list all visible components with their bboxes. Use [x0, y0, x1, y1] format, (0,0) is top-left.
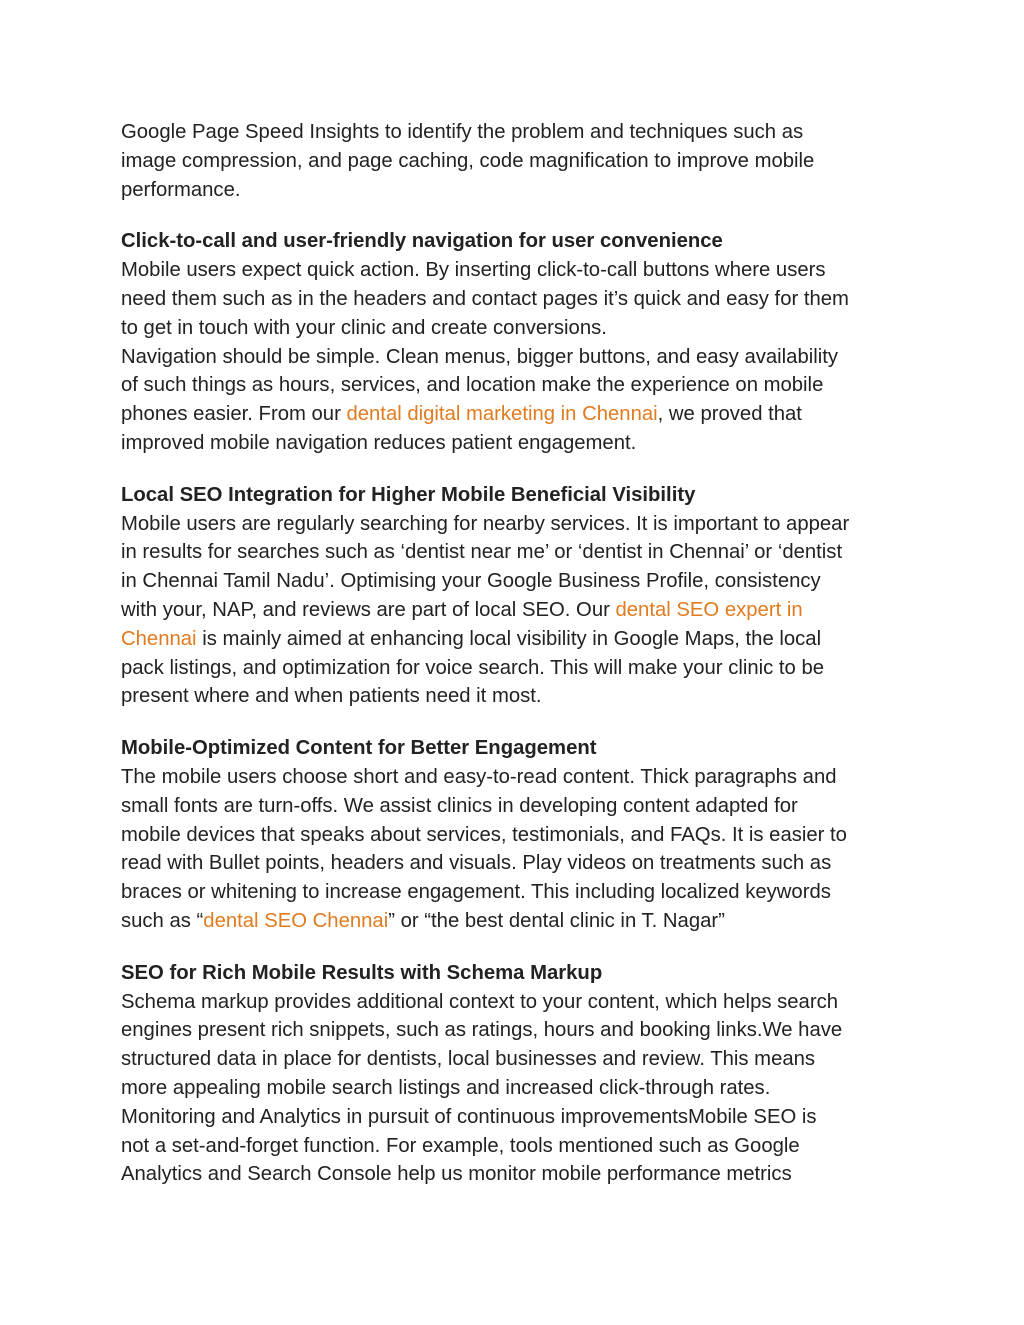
text-line: Monitoring and Analytics in pursuit of continuous improvementsMobile SEO is: [121, 1105, 817, 1128]
text-fragment: ” or “the best dental clinic in T. Nagar”: [388, 909, 725, 932]
text-line: [121, 907, 911, 936]
text-line: [121, 400, 911, 429]
text-line: engines present rich snippets, such as ratings, hours and booking links.We have: [121, 1019, 843, 1042]
text-line: need them such as in the headers and contact pages it’s quick and easy for them: [121, 287, 849, 310]
text-fragment: is mainly aimed at enhancing local visibility in Google Maps, the local: [196, 627, 822, 650]
text-line: Navigation should be simple. Clean menus, bigger buttons, and easy availability: [121, 345, 839, 368]
text-fragment: phones easier. From our: [121, 403, 347, 426]
text-line: more appealing mobile search listings and increased click-through rates.: [121, 1076, 771, 1099]
text-line: performance.: [121, 178, 241, 201]
text-fragment: , we proved that: [657, 403, 802, 426]
text-line: [121, 625, 911, 654]
text-line: braces or whitening to increase engagement. This including localized keywords: [121, 881, 831, 904]
section-click-to-call: [121, 227, 911, 457]
text-line: of such things as hours, services, and location make the experience on mobile: [121, 374, 824, 397]
dental-seo-expert-link[interactable]: dental SEO expert in: [615, 598, 803, 621]
text-line: to get in touch with your clinic and create conversions.: [121, 316, 607, 339]
text-line: not a set-and-forget function. For example, tools mentioned such as Google: [121, 1134, 800, 1157]
section-schema: [121, 959, 911, 1189]
text-line: in Chennai Tamil Nadu’. Optimising your Google Business Profile, consistency: [121, 570, 821, 593]
text-line: Mobile users expect quick action. By inserting click-to-call buttons where users: [121, 259, 826, 282]
text-fragment: with your, NAP, and reviews are part of local SEO. Our: [121, 598, 616, 621]
text-line: The mobile users choose short and easy-to-read content. Thick paragraphs and: [121, 765, 837, 788]
text-line: Schema markup provides additional context to your content, which helps search: [121, 990, 838, 1013]
section-heading: Click-to-call and user-friendly navigation for user convenience: [121, 230, 723, 253]
document-page: [121, 118, 911, 1212]
text-line: [121, 596, 911, 625]
text-line: small fonts are turn-offs. We assist clinics in developing content adapted for: [121, 794, 798, 817]
text-line: in results for searches such as ‘dentist near me’ or ‘dentist in Chennai’ or ‘dentist: [121, 541, 843, 564]
text-line: improved mobile navigation reduces patient engagement.: [121, 431, 637, 454]
section-heading: SEO for Rich Mobile Results with Schema Markup: [121, 961, 603, 984]
section-heading: Mobile-Optimized Content for Better Engagement: [121, 737, 597, 760]
text-line: Mobile users are regularly searching for nearby services. It is important to appear: [121, 512, 850, 535]
text-line: mobile devices that speaks about services, testimonials, and FAQs. It is easier to: [121, 823, 847, 846]
text-fragment: such as “: [121, 909, 204, 932]
text-line: structured data in place for dentists, local businesses and review. This means: [121, 1048, 816, 1071]
text-line: read with Bullet points, headers and visuals. Play videos on treatments such as: [121, 852, 832, 875]
text-line: present where and when patients need it most.: [121, 685, 542, 708]
section-heading: Local SEO Integration for Higher Mobile Beneficial Visibility: [121, 483, 696, 506]
text-line: pack listings, and optimization for voice search. This will make your clinic to be: [121, 656, 825, 679]
intro-paragraph: [121, 118, 911, 204]
dental-seo-chennai-link[interactable]: dental SEO Chennai: [203, 909, 389, 932]
section-local-seo: [121, 481, 911, 711]
dental-digital-marketing-link[interactable]: dental digital marketing in Chennai: [346, 403, 658, 426]
text-line: image compression, and page caching, code magnification to improve mobile: [121, 149, 815, 172]
text-line: Analytics and Search Console help us monitor mobile performance metrics: [121, 1163, 792, 1186]
section-mobile-content: [121, 734, 911, 936]
text-line: Google Page Speed Insights to identify the problem and techniques such as: [121, 121, 804, 143]
dental-seo-expert-link-continued[interactable]: Chennai: [121, 627, 197, 650]
